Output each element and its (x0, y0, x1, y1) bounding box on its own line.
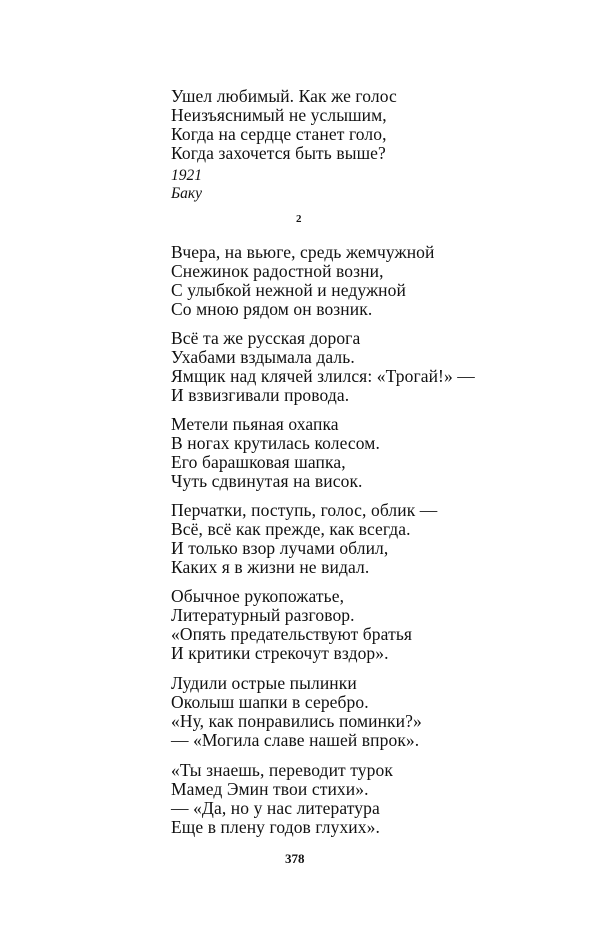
verse-line: Вчера, на вьюге, средь жемчужной (171, 242, 435, 262)
dateline (171, 167, 551, 203)
verse-line: Околыш шапки в серебро. (171, 692, 369, 712)
stanza (171, 761, 551, 837)
verse-line: Чуть сдвинутая на висок. (171, 471, 363, 491)
verse-line: Неизъяснимый не услышим, (171, 105, 387, 125)
stanza (171, 243, 551, 319)
stanza (171, 674, 551, 750)
dateline-place: Баку (171, 185, 203, 202)
verse-line: — «Да, но у нас литература (171, 798, 380, 818)
verse-line: Когда на сердце станет голо, (171, 124, 387, 144)
verse-line: С улыбкой нежной и недужной (171, 280, 406, 300)
verse-line: Ушел любимый. Как же голос (171, 86, 397, 106)
verse-line: Мамед Эмин твои стихи». (171, 779, 369, 799)
verse-line: «Ну, как понравились поминки?» (171, 711, 422, 731)
verse-line: Перчатки, поступь, голос, облик — (171, 500, 438, 520)
verse-line: И взвизгивали провода. (171, 385, 350, 405)
page-number: 378 (285, 851, 305, 866)
dateline-year: 1921 (171, 167, 202, 184)
verse-line: Ухабами вздымала даль. (171, 347, 355, 367)
verse-line: Литературный разговор. (171, 605, 355, 625)
verse-line: Его барашковая шапка, (171, 452, 346, 472)
verse-line: В ногах крутилась колесом. (171, 433, 380, 453)
verse-line: Обычное рукопожатье, (171, 586, 345, 606)
verse-line: Всё, всё как прежде, как всегда. (171, 519, 411, 539)
verse-line: Ямщик над клячей злился: «Трогай!» — (171, 366, 475, 386)
section-number: 2 (296, 213, 302, 225)
verse-line: Снежинок радостной возни, (171, 261, 384, 281)
verse-line: И критики стрекочут вздор». (171, 643, 389, 663)
verse-line: Каких я в жизни не видал. (171, 557, 370, 577)
verse-line: Еще в плену годов глухих». (171, 817, 380, 837)
verse-line: Со мною рядом он возник. (171, 299, 373, 319)
verse-line: «Опять предательствуют братья (171, 624, 413, 644)
verse-line: — «Могила славе нашей впрок». (171, 730, 420, 750)
stanza (171, 501, 551, 577)
verse-line: Метели пьяная охапка (171, 414, 339, 434)
verse-line: Лудили острые пылинки (171, 673, 357, 693)
verse-line: Когда захочется быть выше? (171, 143, 386, 163)
stanza (171, 415, 551, 491)
verse-line: И только взор лучами облил, (171, 538, 389, 558)
verse-line: Всё та же русская дорога (171, 328, 361, 348)
verse-line: «Ты знаешь, переводит турок (171, 760, 393, 780)
stanza (171, 329, 551, 405)
poem-ending-stanza (171, 87, 551, 163)
stanza (171, 587, 551, 663)
